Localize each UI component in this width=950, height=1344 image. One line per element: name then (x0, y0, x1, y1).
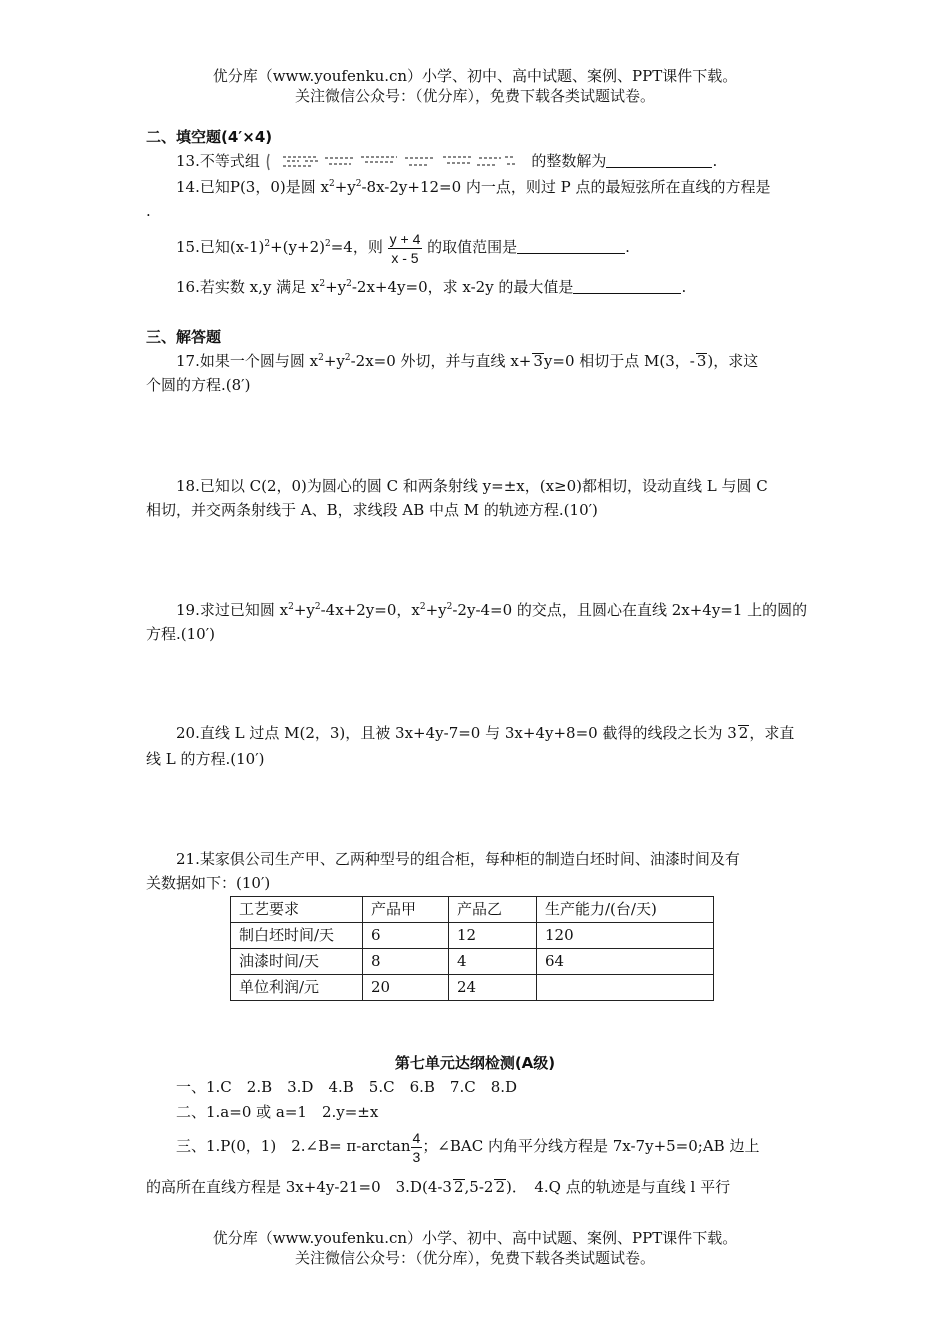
table-cell: 12 (449, 923, 537, 949)
sqrt-2: 2 (453, 1178, 464, 1196)
section-3-title: 三、解答题 (146, 328, 222, 346)
footer-line-2: 关注微信公众号：（优分库），免费下载各类试题试卷。 (294, 1249, 655, 1267)
sqrt-2: 2 (495, 1178, 506, 1196)
question-21: 21.某家俱公司生产甲、乙两种型号的组合柜，每种柜的制造白坯时间、油漆时间及有 (176, 850, 740, 868)
question-14: 14.已知P(3，0)是圆 $x^2+y^2-8x-2y+12=0$ 内一点，则过 P 点的最短弦所在直线的方程是 (176, 178, 771, 196)
table-header-row (231, 897, 714, 923)
table-row (231, 975, 714, 1001)
question-17-cont: 个圆的方程.(8′) (146, 376, 251, 394)
table-cell: 64 (537, 949, 714, 975)
table-cell: 24 (449, 975, 537, 1001)
fraction-4-over-3: $\frac{4}{3}$ (412, 1129, 421, 1165)
inequality-system-image (265, 152, 527, 172)
fraction-y-plus-4-over-x-minus-5: $\frac{y + 4}{x - 5}$ (389, 230, 421, 266)
table-cell: 单位利润/元 (231, 975, 363, 1001)
question-13: 13.不等式组 的整数解为 . (176, 152, 718, 170)
production-table (230, 896, 714, 1001)
table-header-cell: 工艺要求 (231, 897, 363, 923)
table-cell: 油漆时间/天 (231, 949, 363, 975)
table-header-cell: 生产能力/(台/天) (537, 897, 714, 923)
question-20: 20.直线 L 过点 M(2，3)，且被 3x+4y-7=0 与 3x+4y+8=0 截得的线段之长为 3 2，求直 (176, 724, 795, 742)
question-21-cont: 关数据如下：(10′) (146, 874, 271, 892)
table-cell: 8 (363, 949, 449, 975)
answer-blank-16[interactable] (573, 279, 681, 294)
question-15: 15.已知$(x-1)^2+(y+2)^2=4$，则 $\frac{y + 4}{x - 5}$ 的取值范围是 . (176, 230, 630, 266)
table-row (231, 923, 714, 949)
question-18: 18.已知以 C(2，0)为圆心的圆 C 和两条射线 y=±x，(x≥0)都相切，设动直线 L 与圆 C (176, 477, 768, 495)
question-19-cont: 方程.(10′) (146, 625, 215, 643)
question-18-cont: 相切，并交两条射线于 A、B，求线段 AB 中点 M 的轨迹方程.(10′) (146, 501, 598, 519)
question-17: 17.如果一个圆与圆 $x^2+y^2-2x=0$ 外切，并与直线 x+ 3y=0 相切于点 M(3，- 3)，求这 (176, 352, 759, 370)
table-header-cell: 产品甲 (363, 897, 449, 923)
footer-line-1: 优分库（www.youfenku.cn）小学、初中、高中试题、案例、PPT课件下载。 (212, 1229, 738, 1247)
sqrt-3: 3 (696, 352, 707, 370)
question-19: 19.求过已知圆 $x^2+y^2-4x+2y=0$，$x^2+y^2-2y-4=0$ 的交点，且圆心在直线 2x+4y=1 上的圆的 (176, 601, 808, 619)
section-2-title: 二、填空题(4′×4) (146, 128, 273, 146)
question-20-cont: 线 L 的方程.(10′) (146, 750, 265, 768)
table-row (231, 949, 714, 975)
answers-line-4: 的高所在直线方程是 3x+4y-21=0 3.D(4-3 2,5-2 2)． 4.Q 点的轨迹是与直线 l 平行 (146, 1178, 731, 1196)
table-header-cell: 产品乙 (449, 897, 537, 923)
answers-line-1: 一、1.C 2.B 3.D 4.B 5.C 6.B 7.C 8.D (176, 1078, 518, 1096)
answer-blank-13[interactable] (606, 153, 712, 168)
answers-title: 第七单元达纲检测(A级) (394, 1054, 556, 1072)
table-cell: 4 (449, 949, 537, 975)
table-cell: 20 (363, 975, 449, 1001)
header-line-2: 关注微信公众号：（优分库），免费下载各类试题试卷。 (294, 87, 655, 105)
table-cell: 6 (363, 923, 449, 949)
table-cell (537, 975, 714, 1001)
sqrt-3: 3 (533, 352, 543, 370)
answers-line-2: 二、1.a=0 或 a=1 2.y=±x (176, 1103, 379, 1121)
answer-blank-15[interactable] (517, 239, 625, 254)
sqrt-2: 2 (738, 724, 749, 742)
question-16: 16.若实数 x,y 满足 $x^2+y^2-2x+4y=0$，求 x-2y 的最大值是 . (176, 278, 687, 296)
header-line-1: 优分库（www.youfenku.cn）小学、初中、高中试题、案例、PPT课件下载。 (212, 67, 738, 85)
table-cell: 制白坯时间/天 (231, 923, 363, 949)
question-14-end: . (146, 202, 151, 220)
table-cell: 120 (537, 923, 714, 949)
answers-line-3: 三、1.P(0，1) 2.∠B= π-arctan $\frac{4}{3}$ ；∠BAC 内角平分线方程是 7x-7y+5=0;AB 边上 (176, 1129, 760, 1165)
